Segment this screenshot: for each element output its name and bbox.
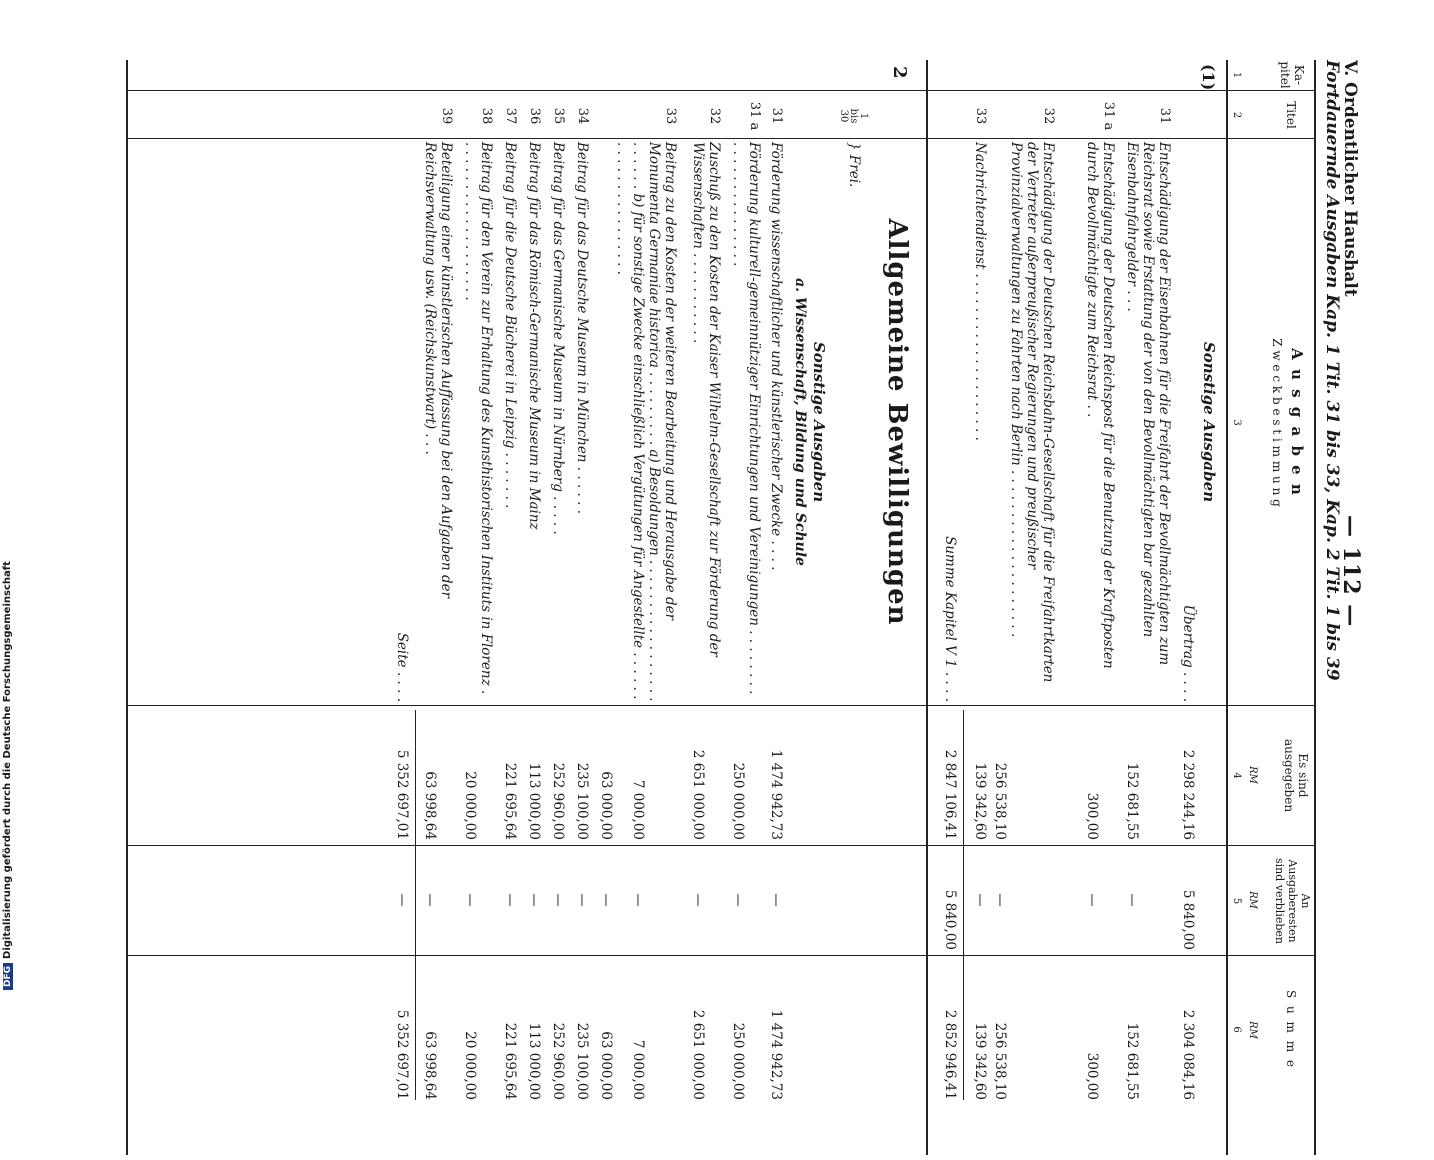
row-amount-remaining: — bbox=[422, 893, 438, 907]
table-row bbox=[494, 60, 518, 1160]
row-desc: Beteiligung einer künstlerischen Auffassung bei den Aufgaben der Reichsverwaltung usw. (Reichskunstwart) . . . bbox=[422, 142, 454, 599]
col-number-4: 4 bbox=[1231, 772, 1242, 779]
row-titel: 31 bbox=[1157, 107, 1172, 125]
header-bottom-rule bbox=[1226, 60, 1228, 1155]
col-header-ausgaben: A u s g a b e n bbox=[1288, 348, 1306, 497]
table-row bbox=[422, 60, 454, 1160]
table-row bbox=[690, 60, 722, 1160]
row-desc: Übertrag . . . . bbox=[1180, 604, 1196, 702]
row-amount-sum: 300,00 bbox=[1084, 1052, 1100, 1100]
header-subtitle: Fortdauernde Ausgaben Kap. 1 Tit. 31 bis 33, Kap. 2 Tit. 1 bis 39 bbox=[1322, 60, 1342, 681]
row-amount-sum: 250 000,00 bbox=[730, 1022, 746, 1100]
row-amount-remaining: — bbox=[1124, 893, 1140, 907]
sum-rule bbox=[963, 710, 964, 1100]
row-amount-remaining: — bbox=[972, 893, 988, 907]
row-amount-remaining: — bbox=[550, 893, 566, 907]
row-amount-sum: 152 681,55 bbox=[1124, 1022, 1140, 1100]
row-amount-spent: 250 000,00 bbox=[730, 762, 746, 840]
seite-amount-remaining: — bbox=[394, 893, 410, 907]
section1-kapitel-marker: (1) bbox=[1199, 64, 1218, 91]
table-row bbox=[730, 60, 762, 1160]
col-number-6: 6 bbox=[1231, 1026, 1242, 1033]
col-header-summe: S u m m e bbox=[1284, 989, 1298, 1070]
section2-kapitel-marker: 2 bbox=[889, 66, 910, 79]
row-desc: Nachrichtendienst . . . . . . . . . . . . . . . . . . . . bbox=[972, 142, 988, 441]
row-amount-remaining: — bbox=[1084, 893, 1100, 907]
row-amount-remaining: — bbox=[598, 893, 614, 907]
row-amount-spent: 2 298 244,16 bbox=[1180, 749, 1196, 840]
row-titel: 33 bbox=[663, 107, 678, 125]
seite-amount-spent: 5 352 697,01 bbox=[394, 749, 410, 840]
row-amount-remaining: — bbox=[730, 893, 746, 907]
row-desc: Entschädigung der Deutschen Reichspost für die Benutzung der Kraftposten durch Bevollmächtigte zum Reichsrat . . bbox=[1084, 142, 1116, 669]
section2-title: Allgemeine Bewilligungen bbox=[882, 218, 912, 626]
row-amount-remaining: — bbox=[768, 893, 784, 907]
table-row bbox=[992, 60, 1056, 1160]
row-amount-spent: 113 000,00 bbox=[526, 762, 542, 840]
row-amount-spent: 63 998,64 bbox=[422, 771, 438, 840]
col-header-kapitel: Ka- pitel bbox=[1278, 61, 1306, 89]
row-amount-sum: 252 960,00 bbox=[550, 1022, 566, 1100]
row-titel: 37 bbox=[503, 107, 518, 125]
row-desc: Beitrag für das Germanische Museum in Nürnberg . . . . . bbox=[550, 142, 566, 535]
row-amount-sum: 1 474 942,73 bbox=[768, 1009, 784, 1100]
table-row bbox=[1124, 60, 1172, 1160]
col-number-5: 5 bbox=[1231, 897, 1242, 905]
row-titel: 31 bbox=[769, 107, 784, 125]
row-desc: Beitrag zu den Kosten der weiteren Bearbeitung und Herausgabe der Monumenta Germaniae historica . . . . . . . . . a) Besoldungen . . . . . . . . . . . . . . . . . . . . . . . b) für sonstige Zwecke einschließlich Vergütungen für Angestellte . . . . . . . . . . . . . . . . . . . . . . bbox=[614, 142, 678, 702]
row-amount-sum: 113 000,00 bbox=[526, 1022, 542, 1100]
col-number-2: 2 bbox=[1231, 111, 1242, 119]
row-desc: Beitrag für das Deutsche Museum in München . . . . . . bbox=[574, 142, 590, 515]
document-page bbox=[78, 60, 1368, 1100]
table-row bbox=[518, 60, 542, 1160]
row-amount-remaining-a: — bbox=[630, 893, 646, 907]
row-desc: Förderung kulturell-gemeinnütziger Einrichtungen und Vereinigungen . . . . . . . . . . . . . . . . . . . . . . . bbox=[730, 142, 762, 695]
row-amount-sum: 139 342,60 bbox=[972, 1022, 988, 1100]
row-amount-remaining: — bbox=[462, 893, 478, 907]
sum-label: Summe Kapitel V 1 . . . . bbox=[942, 536, 958, 702]
row-titel: 34 bbox=[575, 107, 590, 125]
row-amount-spent: 152 681,55 bbox=[1124, 762, 1140, 840]
row-titel: 31 a bbox=[1101, 101, 1116, 131]
row-amount-sum: 63 998,64 bbox=[422, 1031, 438, 1100]
col-header-titel: Titel bbox=[1284, 101, 1298, 129]
row-titel: 35 bbox=[551, 107, 566, 125]
row-titel: 32 bbox=[707, 107, 722, 125]
row-amount-remaining: — bbox=[502, 893, 518, 907]
table-row bbox=[760, 60, 784, 1160]
col-number-3: 3 bbox=[1231, 419, 1242, 426]
row-amount-spent: 20 000,00 bbox=[462, 771, 478, 840]
row-amount-sum: 221 695,64 bbox=[502, 1022, 518, 1100]
seite-label: Seite . . . . bbox=[394, 632, 410, 702]
row-amount-sum: 2 651 000,00 bbox=[690, 1009, 706, 1100]
row-desc: Zuschuß zu den Kosten der Kaiser Wilhelm-Gesellschaft zur Förderung der Wissenschaften . . . . . . . . . . . bbox=[690, 142, 722, 657]
funding-credit bbox=[2, 0, 16, 990]
row-amount-spent: 1 474 942,73 bbox=[768, 749, 784, 840]
row-amount-spent: 252 960,00 bbox=[550, 762, 566, 840]
col-header-ausgegeben: Es sind ausgegeben bbox=[1282, 738, 1310, 813]
frei-label-text: Frei. bbox=[846, 154, 862, 188]
col-number-1: 1 bbox=[1231, 71, 1242, 79]
row-desc: Beitrag für die Deutsche Bücherei in Leipzig . . . . . . . bbox=[502, 142, 518, 509]
row-amount-spent: 221 695,64 bbox=[502, 762, 518, 840]
row-titel: 32 bbox=[1041, 107, 1056, 125]
section2-subsubtitle: a. Wissenschaft, Bildung und Schule bbox=[792, 278, 808, 566]
row-amount-spent: 235 100,00 bbox=[574, 762, 590, 840]
seite-amount-sum: 5 352 697,01 bbox=[394, 1009, 410, 1100]
section2-subtitle: Sonstige Ausgaben bbox=[810, 341, 828, 503]
row-amount-sum: 20 000,00 bbox=[462, 1031, 478, 1100]
row-amount-spent: 2 651 000,00 bbox=[690, 749, 706, 840]
row-amount-spent: 256 538,10 bbox=[992, 762, 1008, 840]
table-row-sum bbox=[934, 60, 958, 1160]
row-amount-sum: 63 000,00 bbox=[598, 1031, 614, 1100]
unit-label-5: RM bbox=[1247, 891, 1258, 909]
row-amount-remaining: — bbox=[992, 893, 1008, 907]
seite-rule bbox=[415, 710, 416, 1100]
col-header-zweckbestimmung: Z w e c k b e s t i m m u n g bbox=[1270, 338, 1284, 507]
row-desc: Beitrag für das Römisch-Germanische Museum in Mainz bbox=[526, 142, 542, 530]
row-amount-remaining: — bbox=[526, 893, 542, 907]
dfg-logo-icon: DFG bbox=[3, 963, 13, 990]
row-amount-sum-a: 7 000,00 bbox=[630, 1039, 646, 1100]
frei-titel-range: 1 bis 30 bbox=[838, 108, 869, 124]
sum-amount-sum: 2 852 946,41 bbox=[942, 1009, 958, 1100]
row-amount-remaining: 5 840,00 bbox=[1180, 889, 1196, 950]
section1-subtitle: Sonstige Ausgaben bbox=[1200, 341, 1218, 503]
page-number: — 112 — bbox=[1338, 515, 1364, 628]
row-titel: 38 bbox=[479, 107, 494, 125]
row-desc: Beitrag für den Verein zur Erhaltung des Kunsthistorischen Instituts in Florenz . . . . . . . . . . . . . . . . . . . . bbox=[462, 142, 494, 695]
row-amount-spent: 300,00 bbox=[1084, 792, 1100, 840]
row-desc: Entschädigung der Eisenbahnen für die Freifahrt der Bevollmächtigten zum Reichsrat sowie Erstattung der von den Bevollmächtigten bar gezahlten Eisenbahnfahrgelder . . . bbox=[1124, 142, 1172, 666]
row-amount-spent-a: 7 000,00 bbox=[630, 779, 646, 840]
row-titel: 36 bbox=[527, 107, 542, 125]
unit-label-4: RM bbox=[1247, 766, 1258, 784]
sum-amount-remaining: 5 840,00 bbox=[942, 889, 958, 950]
table-row bbox=[1084, 60, 1116, 1160]
table-row bbox=[542, 60, 566, 1160]
table-bottom-rule bbox=[126, 60, 128, 1155]
credit-text: Digitalisierung gefördert durch die Deutsche Forschungsgemeinschaft bbox=[2, 561, 13, 959]
row-amount-remaining: — bbox=[690, 893, 706, 907]
row-amount-sum: 256 538,10 bbox=[992, 1022, 1008, 1100]
table-row-frei bbox=[838, 60, 869, 1160]
table-row bbox=[1180, 60, 1216, 1160]
table-row-seite bbox=[386, 60, 410, 1160]
row-titel: 31 a bbox=[747, 101, 762, 131]
table-top-rule bbox=[1314, 60, 1316, 1155]
row-amount-spent: 63 000,00 bbox=[598, 771, 614, 840]
row-desc: Entschädigung der Deutschen Reichsbahn-Gesellschaft für die Freifahrtkarten der Vertreter außerpreußischer Regierungen und preußischer Provinzialverwaltungen zu Fahrten nach Berlin . . . . . . . . . . . . . . . . . . . . bbox=[1008, 142, 1056, 683]
row-amount-sum: 2 304 084,16 bbox=[1180, 1009, 1196, 1100]
row-desc: Förderung wissenschaftlicher und künstlerischer Zwecke . . . . bbox=[768, 142, 784, 571]
table-row bbox=[964, 60, 988, 1160]
row-titel: 39 bbox=[439, 107, 454, 125]
row-titel: 33 bbox=[973, 107, 988, 125]
section-divider bbox=[926, 60, 928, 1155]
table-row bbox=[462, 60, 494, 1160]
row-amount-spent: 139 342,60 bbox=[972, 762, 988, 840]
header-title: V. Ordentlicher Haushalt bbox=[1340, 60, 1360, 297]
table-row bbox=[598, 60, 678, 1160]
row-amount-sum: 235 100,00 bbox=[574, 1022, 590, 1100]
frei-label: } Frei. bbox=[846, 142, 862, 188]
table-row bbox=[566, 60, 590, 1160]
sum-amount-spent: 2 847 106,41 bbox=[942, 749, 958, 840]
unit-label-6: RM bbox=[1247, 1021, 1258, 1039]
row-amount-remaining: — bbox=[574, 893, 590, 907]
col-header-reste: An Ausgaberesten sind verblieben bbox=[1273, 858, 1312, 944]
